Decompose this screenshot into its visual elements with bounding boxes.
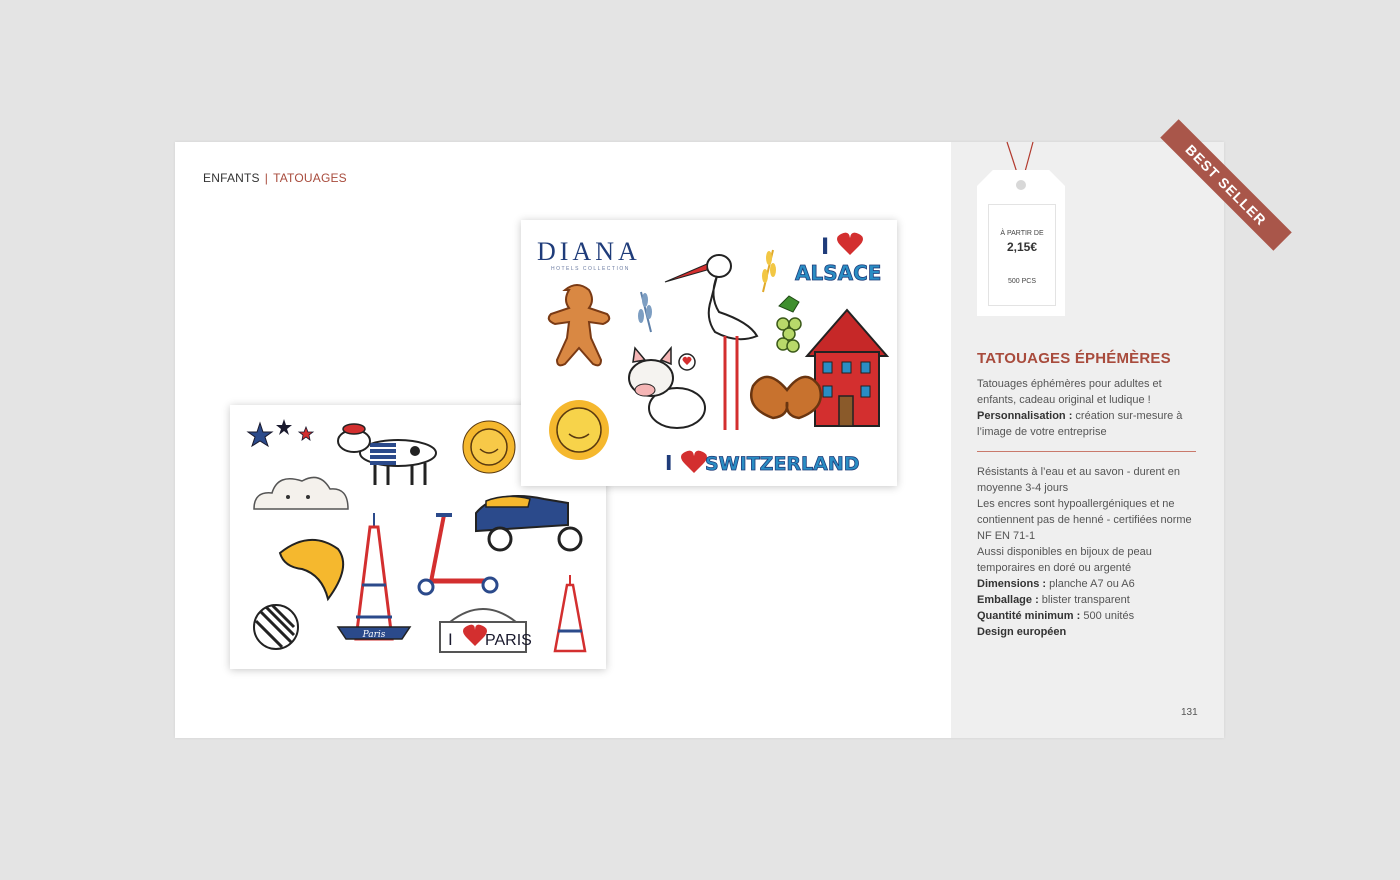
spec-resistance: Résistants à l’eau et au savon - durent en moyenne 3-4 jours [977,466,1181,494]
breadcrumb-current: TATOUAGES [273,171,347,185]
breadcrumb [203,171,347,185]
paris-sign-i: I [448,630,453,649]
half-timbered-house-icon [807,310,887,426]
spec-packaging [977,592,1199,608]
small-eiffel-tower-icon [555,575,585,651]
min-qty-label: Quantité minimum : [977,610,1081,622]
dimensions-value: planche A7 ou A6 [1046,578,1135,590]
price-label: À PARTIR DE [1000,230,1044,237]
diana-logo [537,237,641,272]
striped-circle-icon [254,605,298,649]
packaging-value: blister transparent [1038,594,1130,606]
gingerbread-icon [549,285,610,365]
page-number: 131 [1181,707,1198,718]
alsace-illustrations [521,220,897,486]
cloud-icon [254,477,348,509]
product-specs [977,464,1199,640]
love-switzerland-text [665,451,860,475]
intro-text: Tatouages éphémères pour adultes et enfants, cadeau original et ludique ! [977,378,1162,406]
grapes-icon [777,296,801,352]
switzerland-word: SWITZERLAND [705,453,860,475]
sun-icon [463,421,515,473]
stars-icon [248,419,313,446]
product-intro [977,376,1199,440]
dimensions-label: Dimensions : [977,578,1047,590]
breadcrumb-separator: | [264,171,269,185]
french-bulldog-icon [629,348,705,428]
alsace-tattoo-sheet [521,220,897,486]
brand-subtitle: HOTELS COLLECTION [551,266,630,272]
brand-name: DIANA [537,237,641,266]
spec-min-quantity [977,608,1199,624]
love-alsace-text [795,233,881,285]
switzerland-i: I [665,451,673,475]
price-quantity: 500 PCS [1007,278,1037,285]
min-qty-value: 500 unités [1080,610,1135,622]
price-value: 2,15€ [1006,240,1038,254]
alsace-i: I [821,235,830,260]
eiffel-tower-icon [338,513,410,640]
spec-jewelry: Aussi disponibles en bijoux de peau temporaires en doré ou argenté [977,546,1152,574]
product-sidebar [951,141,1270,738]
love-paris-sign [440,609,532,652]
origin-text: Design européen [977,626,1067,638]
spec-dimensions [977,576,1199,592]
catalog-page [175,141,1270,738]
best-seller-badge: BEST SELLER [1160,119,1292,251]
paris-banner-text: Paris [362,630,386,640]
packaging-label: Emballage : [977,594,1039,606]
product-title: TATOUAGES ÉPHÉMÈRES [977,350,1171,367]
personalisation-label: Personnalisation : [977,410,1073,422]
breadcrumb-section[interactable]: ENFANTS [203,171,260,185]
croissant-icon [280,540,343,599]
dog-icon [338,424,436,485]
paris-sign-word: PARIS [485,632,532,649]
spec-inks: Les encres sont hypoallergéniques et ne contiennent pas de henné - certifiées norme NF EN 71-1 [977,498,1192,542]
price-tag [977,170,1065,316]
divider [977,451,1196,452]
pretzel-icon [751,377,821,418]
price-tag-content [988,204,1056,306]
scooter-icon [476,496,581,550]
alsace-word: ALSACE [795,261,882,285]
tag-hole-icon [1016,180,1026,190]
personalisation-value: création sur-mesure à l’image de votre entreprise [977,410,1183,438]
spec-origin [977,624,1199,640]
alsace-sun-icon [549,400,609,460]
